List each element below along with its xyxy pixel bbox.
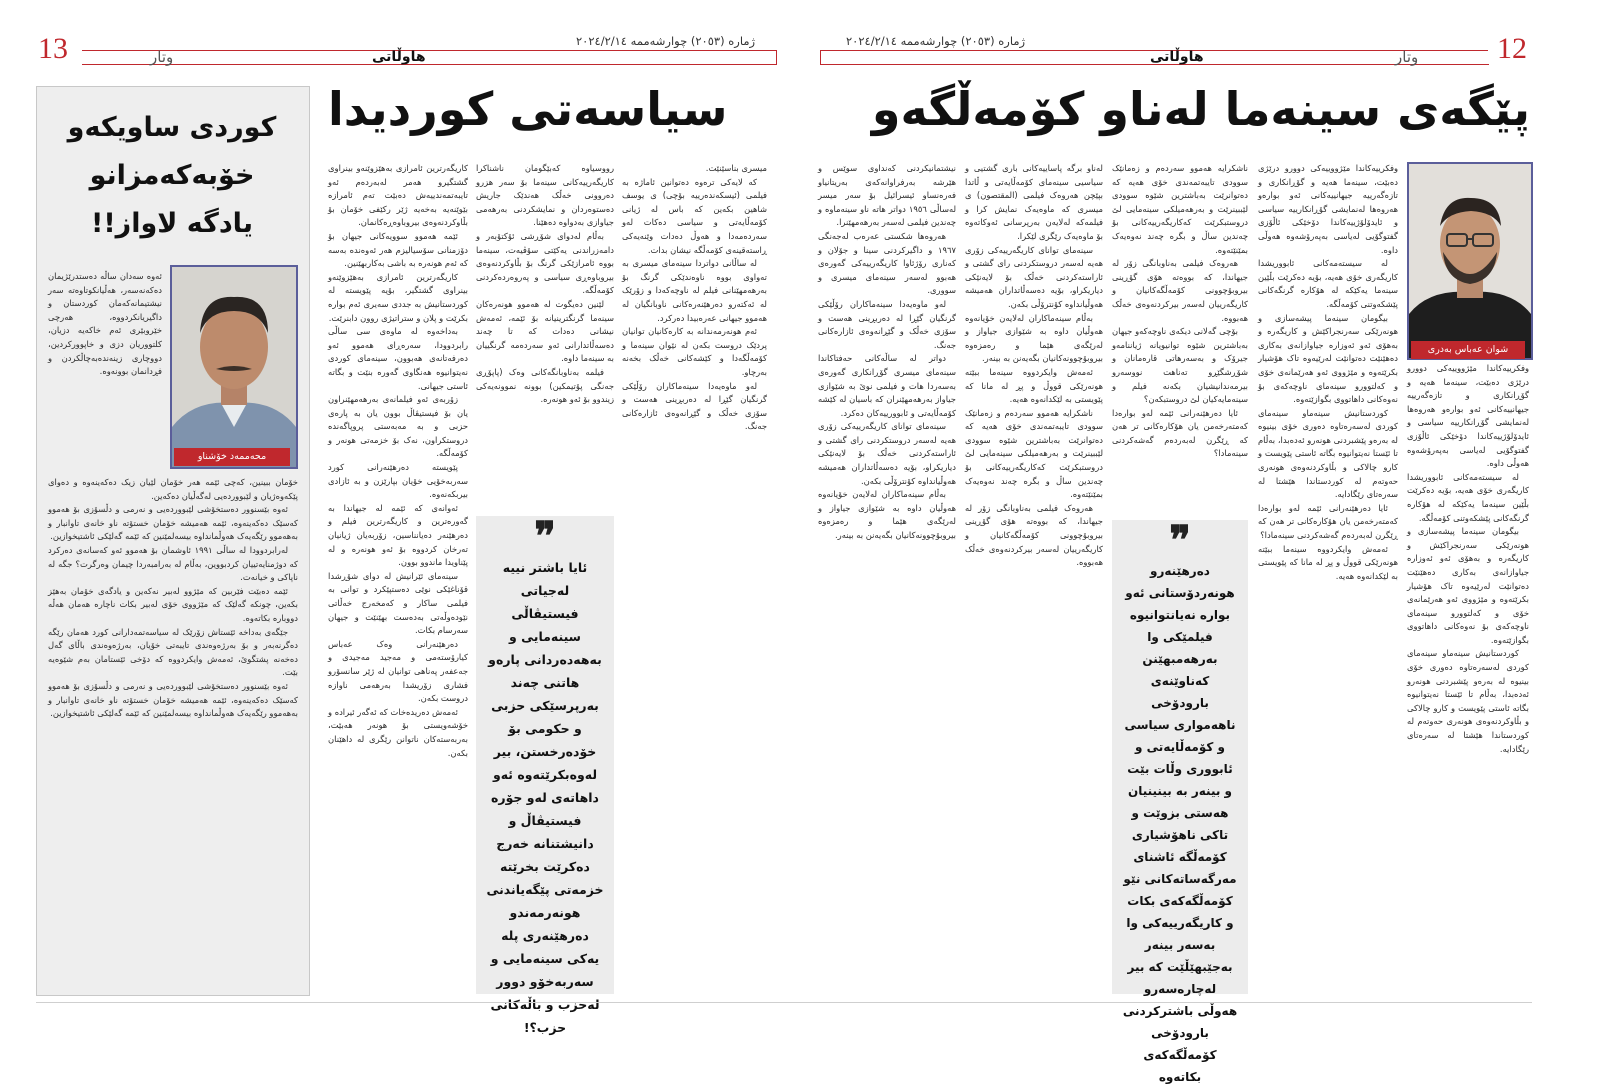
masthead: هاوڵاتی <box>372 49 426 65</box>
paragraph: وفکرییەکاندا مێژووییەکی دوورو درێژی دەبێت، سینەما هەیە و گۆڕانکاری و تازەگەرییە جیهانییەکانی ئەو بوارەو هەروەها لەنمایشی گۆڕانکارییە سیاسی و ئایدۆلۆژییەکاندا دۆخێکی ئاڵۆزی گفتوگۆیی لەیاسی بەپەرۆشەوە هەوڵی داوە. <box>1407 363 1529 469</box>
paragraph: ئەوە سەدان ساڵە دەستدرێژیمان دەکەنەسەر، هەڵیانکوتاوەتە سەر نیشتیمانەکەمان کوردستان و داگیریانکردووە، هەرچی خێروبێری ئەم خاکەیە دزیان، کلتووریان دزی و خاپوورکردین، دووچاری زینەندەبەچاڵکردن و فڕدانمان بوونەوە. <box>48 271 162 377</box>
paragraph: ئەمەش وایکردووە سینەما ببێتە هونەرێکی قووڵ و پڕ لە مانا کە پێویستی بە لێکدانەوە هەیە. <box>1258 543 1398 581</box>
author-photo <box>1407 162 1533 360</box>
author-portrait-image <box>1409 164 1531 358</box>
paragraph: لە سیستەمەکانی ئابووریشدا کاریگەری خۆی هەیە، بۆیە دەکرێت بڵێین سینەما یەکێکە لە هۆکارە گرنگەکانی پێشکەوتنی کۆمەڵگە. <box>1258 258 1398 309</box>
paragraph: ئێمە دەبێت فێربین کە مێژوو لەبیر نەکەین و یادگەی خۆمان بەهێز بکەین، چونکە گەلێک کە مێژووی خۆی لەبیر بکات ناچارە هەمان هەڵە دووبارە بکاتەوە. <box>48 585 298 623</box>
paragraph: سینەمای ئێرانیش لە دوای شۆڕشدا قۆناغێکی نوێی دەستپێکرد و توانی بە فیلمی ساکار و کەمخەرج خەڵاتی نێودەوڵەتی بەدەست بهێنێت و جیهان سەرسام بکات. <box>328 570 468 636</box>
paragraph: رووسیاوە کەبێگومان ناشناکرا کاریگەرییەکانی سینەما بۆ سەر هزرو دەروونی خەڵک هەندێک جاریش دەستوەردان و نمایشکردنی بەرهەمی جیاوازی بەدواوە دەهێنا. <box>476 163 614 228</box>
paragraph: لەرابردوودا لە ساڵی ١٩٩١ ئاوشمان بۆ هەموو ئەو کەسانەی دەرکرد کە دوژمنایەتییان کردبووین، بەڵام لە بەرامبەردا چیمان وەرگرت؟ جگە لە ناپاکی و خیانەت. <box>48 544 298 583</box>
page-number: 12 <box>1497 32 1527 65</box>
paragraph: جێگەی بەداخە ئێستاش زۆرێک لە سیاسەتمەدارانی کورد هەمان رێگە دەگرنەبەر و بۆ بەرژەوەندی تایبەتی خۆیان، بەرژەوەندی باڵای گەل دەخەنە پشتگوێ، ئەمەش وایکردووە کە دۆخی ئێستامان بەم شێوەیە بێت. <box>48 626 298 678</box>
page-number: 13 <box>38 32 68 65</box>
paragraph: لە سیستەمەکانی ئابووریشدا کاریگەری خۆی هەیە، بۆیە دەکرێت بڵێین سینەما یەکێکە لە هۆکارە گرنگەکانی پێشکەوتنی کۆمەڵگە. <box>1407 471 1529 523</box>
headline-right: پێگەی سینەما لەناو کۆمەڵگەو <box>871 82 1530 136</box>
paragraph: ئەوە بێسنوور دەستخۆشی لێبووردەیی و نەرمی و دڵسۆزی بۆ هەموو کەسێک دەکەینەوە، ئێمە هەمیشە خۆمان خستۆتە ناو خانەی تاوانبار و بەهەموو رێگەیەک هەوڵمانداوە بیسەلمێنین کە ئێمە گەلێکی ئاشتیخوازین. <box>48 680 298 719</box>
paragraph: ئەوانەی کە ئێمە لە جیهاندا بە گەورەترین و کاریگەرترین فیلم و دەرهێنەر دەیانناسین، زۆربەیان ژیانیان تەرخان کردووە بۆ ئەو هونەرە و لە پێناویدا ماندوو بوون. <box>328 502 468 568</box>
paragraph: کوردستانیش سینەماو سینەمای کوردی لەسەرەتاوە دەوری خۆی بینیوە لە بەرەو پێشبردنی هونەرو ئەدەبدا، بەڵام تا ئێستا نەیتوانیوە بگاتە ئاستی پێویست و کارو چالاکی و بڵاوکردنەوەی هونەری حەوتەم لە کوردستاندا هێشتا لە سەرەتای رێگادایە. <box>1407 648 1529 754</box>
paragraph: لێنین دەیگوت لە هەموو هونەرەکان سینەما گرنگترینیانە بۆ ئێمە، ئەمەش نیشانی دەدات کە تا چەند دەسەڵاتدارانی ئەو سەردەمە گرنگییان بە سینەما داوە. <box>476 298 614 364</box>
author-portrait-image <box>172 267 296 467</box>
paragraph: ناشکرایە هەموو سەردەم و زەمانێک سوودی تایبەتمەندی خۆی هەیە کە دەتوانرێت بەباشترین شێوە سوودی لێببینرێت و بەرهەمیلکی سینەمایی لێ دروستبکرێت کەکاریگەرییەکانی بۆ چەندین ساڵ و بگرە چەند نەوەیەک بمێنێتەوە. <box>965 407 1103 500</box>
paragraph: بەڵام سینەماکاران لەلایەن خۆیانەوە هەوڵیان داوە بە شێوازی جیاواز و لەرێگەی هێما و رەمزەوە بیروبۆچوونەکانیان بگەیەنن بە بینەر. <box>818 489 956 541</box>
paragraph: ئەوە بێسنوور دەستخۆشی لێبووردەیی و نەرمی و دڵسۆزی بۆ هەموو کەسێک دەکەینەوە، ئێمە هەمیشە خۆمان خستۆتە ناو خانەی تاوانبار و بەهەموو رێگەیەک هەوڵمانداوە بیسەلمێنین کە ئێمە گەلێکی ئاشتیخوازین. <box>48 504 298 542</box>
paragraph: لەناو برگە پاساییەکانی باری گشتیی و سیاسیی سینەمای کۆمەڵایەتی و ڵاتدا بپێچن هەروەک فیلمی (المقتصون) ی میسری کە ماوەیەک نمایش کرا و فیلمەکە لەلایەن بەرپرسانی ئەوکاتەوە بۆ ماوەیەک رێگری لێکرا. <box>965 163 1103 241</box>
paragraph: ئەمەش دەریدەخات کە ئەگەر ئیرادە و خۆشەویستی بۆ هونەر هەبێت، بەربەستەکان ناتوانن رێگری لە داهێنان بکەن. <box>327 706 468 758</box>
paragraph: خۆمان ببینین، کەچی ئێمە هەر خۆمان لێیان زیک دەکەینەوە و دەوای پێکەوەژیان و لێبووردەیی لەگەڵیان دەکەین. <box>48 477 298 501</box>
headline-left: سیاسەتی کوردیدا <box>328 82 728 136</box>
paragraph: وفکرییەکاندا مێژووییەکی دوورو درێژی دەبێت، سینەما هەیە و گۆڕانکاری و تازەگەرییە جیهانییەکانی ئەو بوارەو هەروەها لەنمایشی گۆڕانکارییە سیاسی و ئایدۆلۆژییەکاندا دۆخێکی ئاڵۆزی گفتوگۆیی لەیاسی بەپەرۆشەوە هەوڵی داوە. <box>1258 163 1398 255</box>
text-column <box>328 162 468 997</box>
section-label: وتار <box>1395 48 1419 66</box>
paragraph: بیگومان سینەما پیشەسازی و هونەرێکی سەرنجراکێش و کاریگەرە و بەهۆی ئەو ئەوزارە جیاوازانەی بەکاری دەهێنێت دەتوانێت لەرێیەوە تاک هۆشیار بکرێتەوە و مێژووی ئەو هەرێمانەی خۆی و کەلتوورو سینەمای ناوچەکەی بۆ نەوەکانی داهاتووی بگوازێتەوە. <box>1258 312 1398 405</box>
quote-mark-icon: ❞ <box>534 513 556 560</box>
paragraph: پێویستە دەرهێنەرانی کورد سەربەخۆیی خۆیان بپارێزن و بە ئازادی بیربکەنەوە. <box>328 462 468 500</box>
pull-quote <box>476 513 614 1035</box>
issue-line: ژمارە (٢٠٥٣) چوارشەممە ٢٠٢٤/٢/١٤ <box>842 34 1029 48</box>
text-column <box>965 162 1103 997</box>
pull-quote <box>1112 517 1248 1084</box>
paragraph: کە لایەکی ترەوە دەتوانین ئاماژە بە فیلمی (ئیسکەندەرییە بۆچی) ی یوسف شاهین بکەین کە باس لە ژیانی کۆمەڵایەتی و سیاسی دەکات لەو سەردەمەدا و هەوڵ دەدات وێنەیەکی ڕاستەقینەی کۆمەڵگە نیشان بدات. <box>622 176 767 255</box>
paragraph: بەڵام لەدوای شۆڕشی ئۆکتۆبەر و دامەزراندنی یەکێتی سۆڤیەت، سینەما بووە ئامرازێکی گرنگ بۆ بڵاوکردنەوەی بیروباوەڕی سیاسی و پەروەردەکردنی کۆمەڵگە. <box>476 230 614 296</box>
author-caption: محەممەد خۆشناو <box>174 448 290 466</box>
paragraph: سینەمای توانای کاریگەرییەکی زۆری هەیە لەسەر دروستکردنی رای گشتی و ئاراستەکردنی خەڵک بۆ لایەنێکی دیاریکراو، بۆیە دەسەڵاتداران هەمیشە هەوڵیانداوە کۆنترۆڵی بکەن. <box>818 421 956 486</box>
paragraph: کاریگەرترین ئامرازی بەهێزوێنەو بینراوی گشتگیر، بۆیە پێویستە لە کوردستانیش بە جددی سەیری ئەم بوارە بکرێت و پلان و ستراتیژی روون دابنرێت. <box>328 271 468 323</box>
paragraph: دەرهێنەرانی وەک عەباس کیارۆستەمی و مەجید مەجیدی و جەعفەر پەناهی توانیان لە ژێر سانسۆرو فشاری زۆریشدا بەرهەمی ناوازە دروست بکەن. <box>328 638 468 704</box>
text-column <box>622 162 767 997</box>
paragraph: لەو ماوەیەدا سینەماکاران رۆڵێکی گرنگیان گێڕا لە دەربڕینی هەست و سۆزی خەڵک و گێڕانەوەی ئازارەکانی جەنگ. <box>622 380 767 432</box>
text-column <box>1112 162 1248 517</box>
author-caption: شوان عەباس بەدری <box>1411 341 1525 359</box>
paragraph: بەداخەوە لە ماوەی سی ساڵی رابردوودا، سەرەڕای هەموو ئەو دەرفەتانەی هەبوون، سینەمای کوردی نەیتوانیوە هەنگاوی گەورە بنێت و بگاتە ئاستی جیهانی. <box>328 326 468 391</box>
paragraph: ئایا دەرهێنەرانی ئێمە لەو بوارەدا کەمتەرخەمن یان هۆکارەکانی تر هەن کە ڕێگرن لەبەردەم گەشەکردنی سینەمادا؟ <box>1112 407 1248 459</box>
section-label: وتار <box>150 48 174 66</box>
author-photo <box>170 265 298 469</box>
paragraph: فیلمە بەناوبانگەکانی وەک (پاپۆڕی جەنگی پۆتیمکین) بوونە نموونەیەکی زیندوو بۆ ئەو هونەرە. <box>476 366 614 405</box>
issue-line: ژمارە (٢٠٥٣) چوارشەممە ٢٠٢٤/٢/١٤ <box>572 34 759 48</box>
header-bracket <box>82 50 777 65</box>
paragraph: ناشکرایە هەموو سەردەم و زەمانێک سوودی تایبەتمەندی خۆی هەیە کە دەتوانرێت بەباشترین شێوە سوودی لێببینرێت و بەرهەمیلکی سینەمایی لێ دروستبکرێت کەکاریگەرییەکانی بۆ چەندین ساڵ و بگرە چەند نەوەیەک بمێنێتەوە. <box>1112 163 1248 255</box>
page-bottom-rule <box>36 1002 1532 1003</box>
sidebar-text-column <box>48 476 298 988</box>
paragraph: ئەمەش وایکردووە سینەما ببێتە هونەرێکی قووڵ و پڕ لە مانا کە پێویستی بە لێکدانەوە هەیە. <box>965 366 1103 405</box>
paragraph: بۆچی گەلانی دیکەی ناوچەکەو جیهان بەباشترین شێوە توانیویانە ژیاننامەو جیرۆک و بەسەرهاتی قارەمانان و شۆڕشگێڕو تەناهت نووسەرو بیرمەندانیشیان بکەنە فیلم و سینەمایەکیان لێ دروستبکەن؟ <box>1112 326 1248 405</box>
paragraph: ئایا دەرهێنەرانی ئێمە لەو بوارەدا کەمتەرخەمن یان هۆکارەکانی تر هەن کە ڕێگرن لەبەردەم گەشەکردنی سینەمادا؟ <box>1258 502 1398 541</box>
paragraph: دواتر لە ساڵەکانی حەفتاکاندا سینەمای میسری گۆڕانکاری گەورەی بەسەردا هات و فیلمی نوێ بە شێوازی جیاواز بەرهەمهێنران کە باسیان لە کێشە کۆمەڵایەتی و ئابوورییەکان دەکرد. <box>818 353 956 418</box>
pull-quote-text: دەرهێنەرو هونەردۆستانی ئەو بوارە نەیانتوانیوە فیلمێکی وا بەرهەمبهێنن کەناوێنەی بارودۆخی ناهەمواری سیاسی و کۆمەڵایەتی و ئابووری وڵات بێت و بینەر بە بینینیان هەستی بزوێت و تاکی ناهۆشیاری کۆمەڵگە ئاشنای مەرگەساتەکانی نێو کۆمەڵگەکەی بکات و کاریگەرییەکی وا بەسەر بینەر بەجێبهێڵێت کە بیر لەچارەسەرو هەوڵی باشترکردنی بارودۆخی کۆمەڵگەکەی بکاتەوە <box>1122 564 1238 1084</box>
text-column <box>1258 162 1398 997</box>
pull-quote-text: ئایا باشتر نییە لەجیاتی فیستیڤاڵی سینەمایی و بەهەدەردانی پارەو هاتنی چەند بەرپرسێکی حزبی و حکومی بۆ خۆدەرخستن، بیر لەوەبکرێتەوە ئەو داهاتەی لەو جۆرە فیستیڤاڵ و دانیشتنانە خەرج دەکرێت بخرێتە خزمەتی پێگەیاندنی هونەرمەندو دەرهێنەری پلە یەکی سینەمایی و سەربەخۆو دوور لەحزب و باڵەکانی حزب؟! <box>486 560 604 1035</box>
text-column <box>1407 362 1529 997</box>
quote-mark-icon: ❞ <box>1169 517 1191 564</box>
paragraph: کاریگەرترین ئامرازی بەهێزوێنەو بینراوی گشتگیرو هەمر لەبەردەم ئەو تایبەتمەندییەش دەبێت تەم ئامرازە بێوێنەیە بەخەیە ژێر رکێفی خۆمان بۆ بڵاوکردنەوەی بیروباوەڕەکانمان. <box>328 163 468 228</box>
paragraph: سینەمای توانای کاریگەرییەکی زۆری هەیە لەسەر دروستکردنی رای گشتی و ئاراستەکردنی خەڵک بۆ لایەنێکی دیاریکراو، بۆیە دەسەڵاتداران هەمیشە هەوڵیانداوە کۆنترۆڵی بکەن. <box>965 244 1103 309</box>
paragraph: کوردستانیش سینەماو سینەمای کوردی لەسەرەتاوە دەوری خۆی بینیوە لە بەرەو پێشبردنی هونەرو ئەدەبدا، بەڵام تا ئێستا نەیتوانیوە بگاتە ئاستی پێویست و کارو چالاکی و بڵاوکردنەوەی هونەری حەوتەم لە کوردستاندا هێشتا لە سەرەتای رێگادایە. <box>1258 407 1398 500</box>
paragraph: بیگومان سینەما پیشەسازی و هونەرێکی سەرنجراکێش و کاریگەرە و بەهۆی ئەو ئەوزارە جیاوازانەی بەکاری دەهێنێت دەتوانێت لەرێیەوە تاک هۆشیار بکرێتەوە و مێژووی ئەو هەرێمانەی خۆی و کەلتوورو سینەمای ناوچەکەی بۆ نەوەکانی داهاتووی بگوازێتەوە. <box>1407 526 1529 645</box>
paragraph: زۆربەی ئەو فیلمانەی بەرهەمهێنراون یان بۆ فیستیڤاڵ بوون یان بە پارەی حزبی و بە مەبەستی پروپاگەندە دروستکراون، نەک بۆ خزمەتی هونەر و کۆمەڵگە. <box>328 394 468 459</box>
paragraph: ئەم هونەرمەندانە بە کارەکانیان توانیان پردێک دروست بکەن لە نێوان سینەما و کۆمەڵگەدا و کێشەکانی خەڵک بخەنە بەرچاو. <box>622 326 767 377</box>
paragraph: نیشتمانیکردنی کەنداوی سوێس و هێرشە بەرفراوانەکەی بەریتانیاو فەرەنساو ئیسرائیل بۆ سەر میسر لەساڵی ١٩٥٦ دواتر هاتە ناو سینەماوە و چەندین فیلمی لەسەر بەرهەمهێنرا. <box>818 163 957 228</box>
text-column <box>818 162 956 997</box>
sidebar-title: کوردی ساویکەو خۆبەکەمزانو یادگە لاواز!! <box>67 112 277 239</box>
paragraph: ئێمە هەموو سوویەکانی جیهان بۆ دۆزمنانی سۆسیالیزم هەر ئەوەندە بەسە کە ئەم هونەرە بە باشی بەکاربهێنین. <box>328 230 468 269</box>
paragraph: میسری بناسێنێت. <box>705 163 767 173</box>
paragraph: لە ساڵانی دواتردا سینەمای میسری بە تەواوی بووە ناوەندێکی گرنگ بۆ بەرهەمهێنانی فیلم لە ناوچەکەدا و زۆرێک لە ئەکتەرو دەرهێنەرەکانی ناوبانگیان لە هەموو جیهانی عەرەبیدا دەرکرد. <box>622 258 767 323</box>
text-column <box>476 162 614 512</box>
paragraph: لەو ماوەیەدا سینەماکاران رۆڵێکی گرنگیان گێڕا لە دەربڕینی هەست و سۆزی خەڵک و گێڕانەوەی ئازارەکانی جەنگ. <box>818 298 956 350</box>
paragraph: بەڵام سینەماکاران لەلایەن خۆیانەوە هەوڵیان داوە بە شێوازی جیاواز و لەرێگەی هێما و رەمزەوە بیروبۆچوونەکانیان بگەیەنن بە بینەر. <box>965 312 1103 364</box>
paragraph: هەروەک فیلمی بەناوبانگی زۆر لە جیهاندا، کە بووەتە هۆی گۆڕینی بیروبۆچوونی کۆمەڵگەکانیان و کاریگەرییان لەسەر بیرکردنەوەی خەڵک هەبووە. <box>1112 258 1248 323</box>
paragraph: هەروەها شکستی عەرەب لەجەنگی ١٩٦٧ و داگیرکردنی سینا و جۆلان و کەناری رۆژئاوا کاریگەرییەکی گەورەی هەبوو لەسەر سینەمای میسری و سووری. <box>818 230 956 296</box>
masthead: هاوڵاتی <box>1150 49 1204 65</box>
sidebar-text-column <box>48 270 162 470</box>
paragraph: هەروەک فیلمی بەناوبانگی زۆر لە جیهاندا، کە بووەتە هۆی گۆڕینی بیروبۆچوونی کۆمەڵگەکانیان و کاریگەرییان لەسەر بیرکردنەوەی خەڵک هەبووە. <box>965 502 1103 568</box>
